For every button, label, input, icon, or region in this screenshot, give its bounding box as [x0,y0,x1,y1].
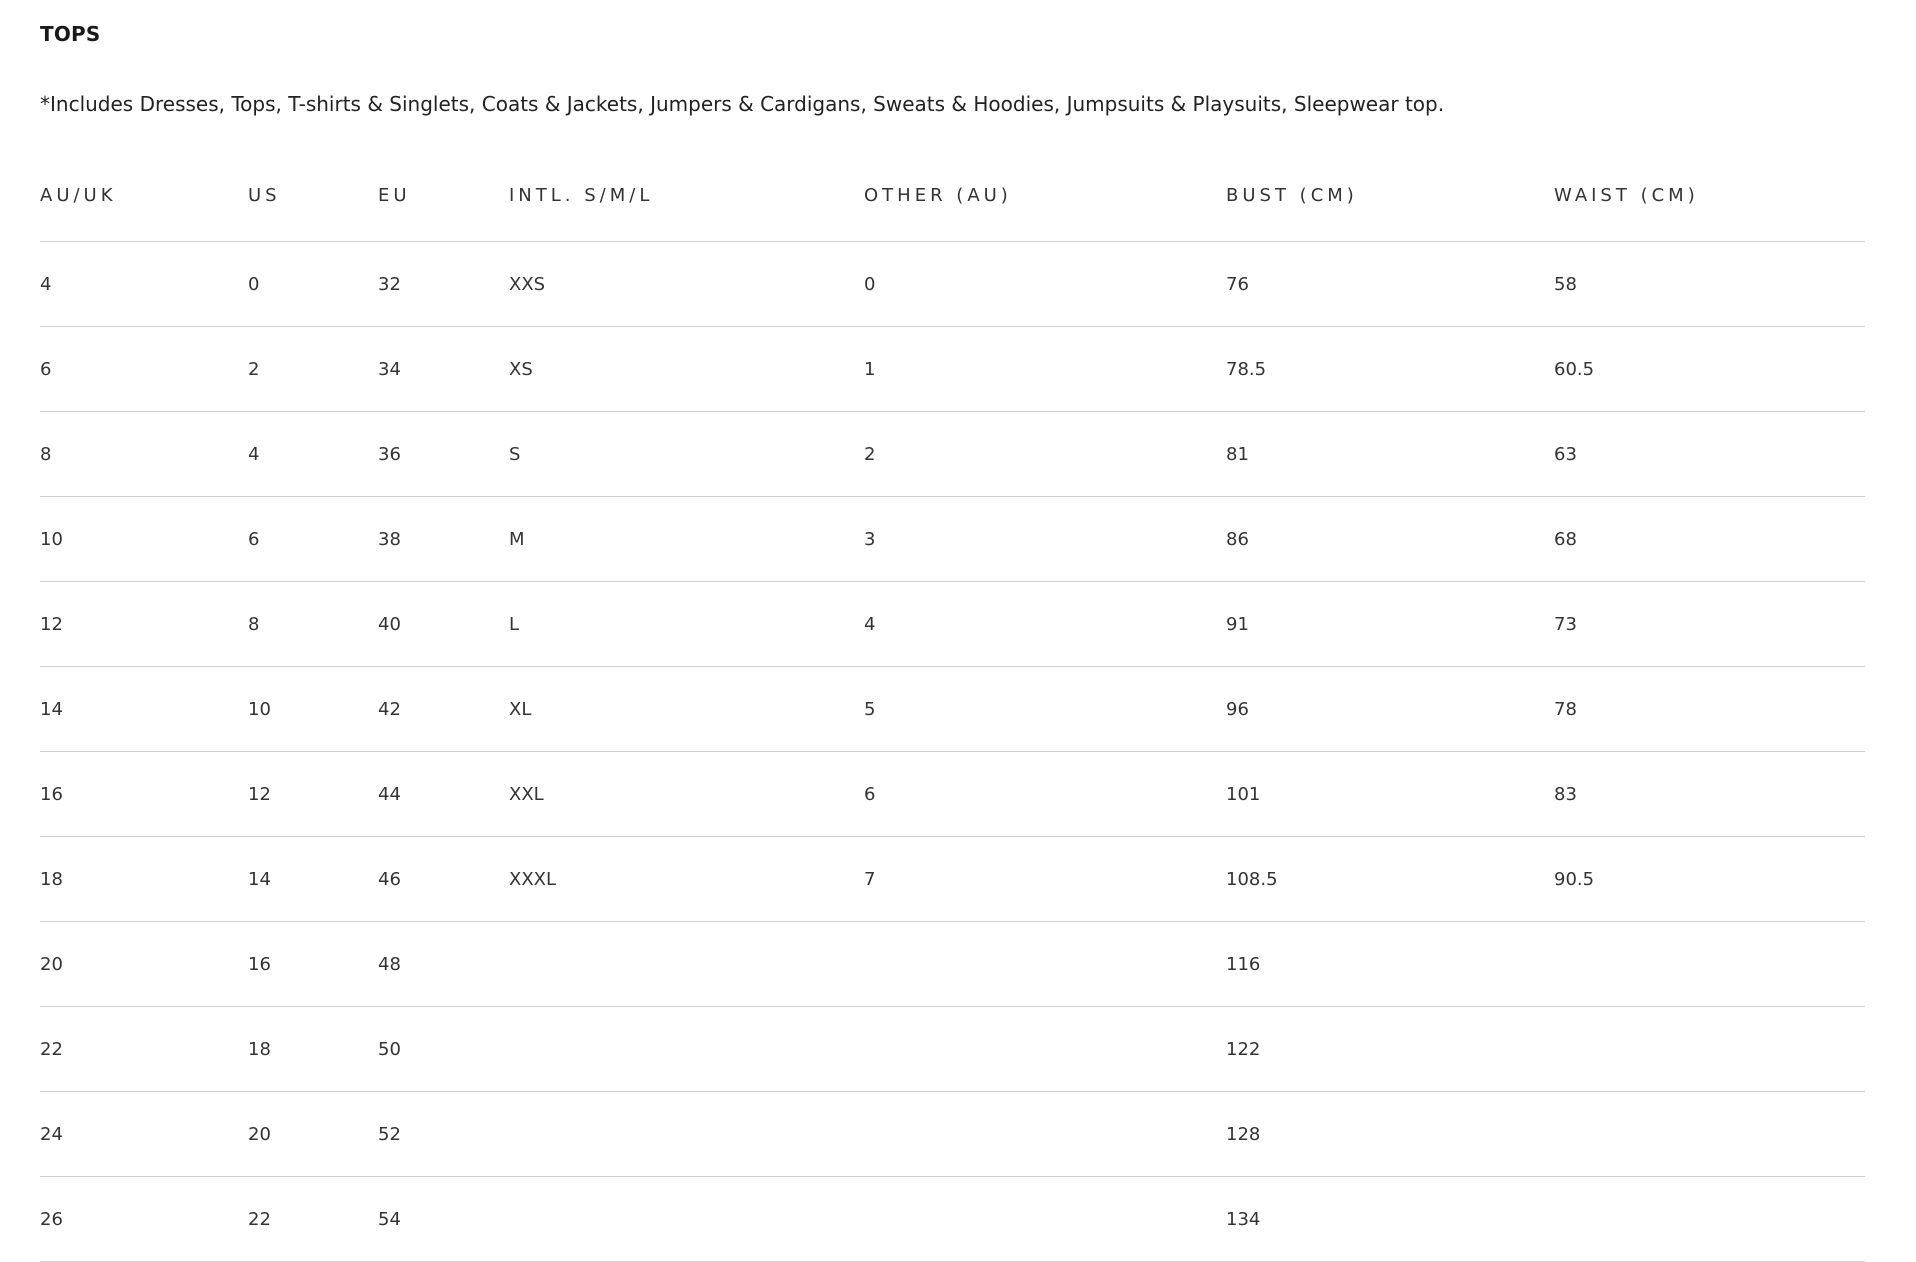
cell-us: 18 [248,1007,378,1092]
cell-au-uk: 14 [40,667,248,752]
cell-intl: M [509,497,864,582]
cell-bust: 78.5 [1226,327,1554,412]
cell-waist: 68 [1554,497,1865,582]
cell-eu: 38 [378,497,509,582]
cell-other-au: 3 [864,497,1226,582]
cell-eu: 52 [378,1092,509,1177]
column-header-intl: INTL. S/M/L [509,158,864,242]
cell-us: 22 [248,1177,378,1262]
cell-bust: 116 [1226,922,1554,1007]
cell-waist [1554,922,1865,1007]
cell-waist: 58 [1554,242,1865,327]
cell-au-uk: 8 [40,412,248,497]
cell-other-au: 2 [864,412,1226,497]
cell-au-uk: 22 [40,1007,248,1092]
cell-intl: S [509,412,864,497]
cell-waist [1554,1007,1865,1092]
cell-au-uk: 16 [40,752,248,837]
cell-us: 6 [248,497,378,582]
cell-us: 16 [248,922,378,1007]
cell-au-uk: 12 [40,582,248,667]
cell-bust: 86 [1226,497,1554,582]
cell-intl: XXS [509,242,864,327]
cell-eu: 48 [378,922,509,1007]
table-row [40,922,1865,1007]
table-row [40,327,1865,412]
cell-other-au [864,1007,1226,1092]
cell-intl: XL [509,667,864,752]
column-header-au-uk: AU/UK [40,158,248,242]
column-header-us: US [248,158,378,242]
cell-intl [509,922,864,1007]
cell-bust: 81 [1226,412,1554,497]
cell-bust: 108.5 [1226,837,1554,922]
cell-eu: 40 [378,582,509,667]
cell-bust: 122 [1226,1007,1554,1092]
table-row [40,242,1865,327]
cell-au-uk: 4 [40,242,248,327]
table-header-row [40,158,1865,242]
cell-eu: 36 [378,412,509,497]
column-header-eu: EU [378,158,509,242]
cell-bust: 101 [1226,752,1554,837]
cell-bust: 91 [1226,582,1554,667]
cell-other-au [864,922,1226,1007]
cell-other-au: 7 [864,837,1226,922]
cell-eu: 42 [378,667,509,752]
cell-au-uk: 18 [40,837,248,922]
column-header-bust: BUST (CM) [1226,158,1554,242]
cell-intl: XXL [509,752,864,837]
cell-intl: L [509,582,864,667]
cell-waist: 73 [1554,582,1865,667]
cell-bust: 128 [1226,1092,1554,1177]
cell-us: 10 [248,667,378,752]
cell-eu: 34 [378,327,509,412]
cell-waist: 78 [1554,667,1865,752]
section-title: TOPS [40,22,101,46]
cell-us: 12 [248,752,378,837]
cell-bust: 96 [1226,667,1554,752]
cell-eu: 44 [378,752,509,837]
cell-waist: 83 [1554,752,1865,837]
table-row [40,837,1865,922]
table-body [40,242,1865,1262]
cell-other-au: 6 [864,752,1226,837]
cell-waist [1554,1092,1865,1177]
cell-us: 8 [248,582,378,667]
cell-intl: XXXL [509,837,864,922]
table-row [40,1007,1865,1092]
cell-bust: 76 [1226,242,1554,327]
cell-au-uk: 20 [40,922,248,1007]
cell-eu: 54 [378,1177,509,1262]
cell-eu: 32 [378,242,509,327]
table-row [40,582,1865,667]
cell-eu: 46 [378,837,509,922]
cell-au-uk: 24 [40,1092,248,1177]
size-table [40,158,1865,1262]
cell-other-au: 5 [864,667,1226,752]
cell-us: 4 [248,412,378,497]
cell-eu: 50 [378,1007,509,1092]
cell-waist [1554,1177,1865,1262]
cell-au-uk: 6 [40,327,248,412]
cell-us: 20 [248,1092,378,1177]
column-header-other-au: OTHER (AU) [864,158,1226,242]
cell-au-uk: 26 [40,1177,248,1262]
column-header-waist: WAIST (CM) [1554,158,1865,242]
cell-other-au [864,1177,1226,1262]
table-row [40,1177,1865,1262]
cell-other-au: 0 [864,242,1226,327]
cell-intl [509,1177,864,1262]
cell-waist: 60.5 [1554,327,1865,412]
cell-us: 14 [248,837,378,922]
cell-other-au: 4 [864,582,1226,667]
cell-bust: 134 [1226,1177,1554,1262]
table-row [40,1092,1865,1177]
table-row [40,497,1865,582]
cell-other-au: 1 [864,327,1226,412]
table-row [40,752,1865,837]
cell-intl [509,1092,864,1177]
cell-waist: 63 [1554,412,1865,497]
table-row [40,412,1865,497]
cell-waist: 90.5 [1554,837,1865,922]
cell-us: 2 [248,327,378,412]
table-row [40,667,1865,752]
cell-au-uk: 10 [40,497,248,582]
cell-other-au [864,1092,1226,1177]
section-note: *Includes Dresses, Tops, T-shirts & Singlets, Coats & Jackets, Jumpers & Cardigans, Sweats & Hoodies, Jumpsuits & Playsuits, Sleepwear top. [40,92,1445,116]
cell-us: 0 [248,242,378,327]
cell-intl [509,1007,864,1092]
cell-intl: XS [509,327,864,412]
